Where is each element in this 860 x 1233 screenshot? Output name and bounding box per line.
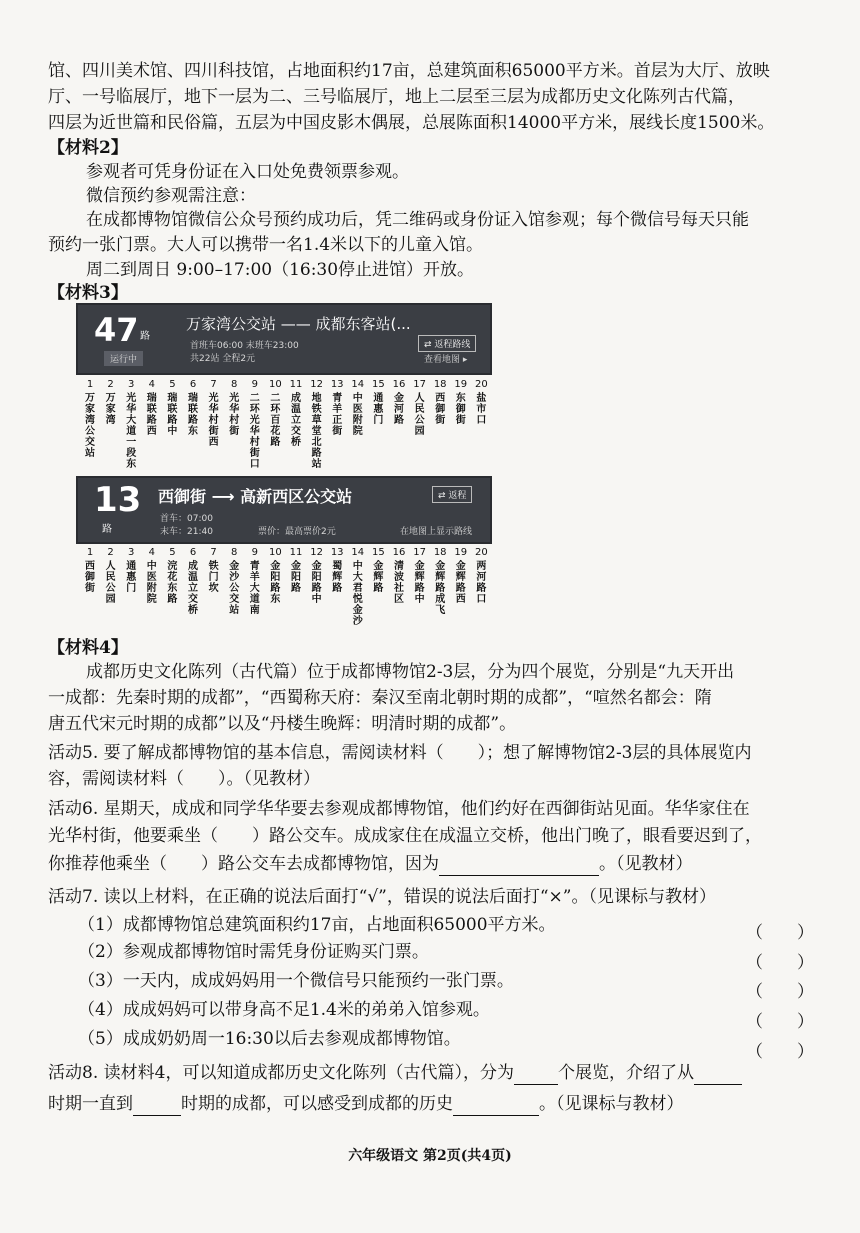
bus13-stop-name: 人民公园 [105,561,116,605]
activity7-item-3: （3）一天内，成成妈妈用一个微信号只能预约一张门票。 [78,971,514,991]
activity8-history-blank[interactable] [453,1097,539,1116]
bus13-stop-name: 两河路口 [476,561,487,605]
bus47-stop-number: 8 [231,379,238,390]
bus13-route: 西御街 ⟶ 高新西区公交站 [158,487,353,506]
bus47-stop-name: 瑞联路东 [188,393,198,437]
material4-heading: 【材料4】 [48,638,128,658]
bus13-stop-12 [307,547,327,605]
bus47-status: 运行中 [104,351,143,366]
bus13-map-link[interactable]: 在地图上显示路线 [400,527,473,537]
bus13-stop-name: 金辉路 [373,561,384,594]
bus47-stop-9 [245,379,265,470]
bus13-stop-number: 3 [128,547,135,558]
bus47-stop-number: 10 [269,379,282,390]
bus47-stop-4 [142,379,162,437]
bus47-stop-name: 二环百花路 [270,393,281,448]
bus47-stop-number: 14 [351,379,365,390]
bus47-stop-19 [451,379,471,426]
bus13-stop-number: 16 [392,547,406,558]
bus13-stop-number: 13 [330,547,344,558]
bus47-stop-6 [183,379,203,437]
bus13-stop-8 [224,547,244,616]
bus13-stop-number: 10 [269,547,282,558]
bus47-stop-name: 二环光华村街口 [249,393,260,470]
bus47-stop-number: 7 [210,379,217,390]
bus47-stop-number: 20 [475,379,488,390]
bus47-stop-15 [368,379,388,426]
bus13-stop-17 [410,547,430,605]
bus13-stop-name: 金沙公交站 [229,561,240,616]
bus47-route: 万家湾公交站 —— 成都东客站(... [186,315,411,333]
bus13-stop-name: 成温立交桥 [188,561,198,616]
bus13-stop-14 [348,547,368,627]
bus13-stop-7 [204,547,224,594]
activity6-line2: 光华村街，他要乘坐（ ）路公交车。成成家住在成温立交桥，他出门晚了，眼看要迟到了， [48,826,762,846]
bus13-stop-name: 金阳路 [291,561,301,594]
activity5-line2: 容，需阅读材料（ ）。（见教材） [48,769,320,789]
bus13-stop-2 [101,547,121,605]
bus13-stop-13 [327,547,347,594]
bus13-reverse-button[interactable]: ⇄ 返程 [432,486,472,503]
bus47-stop-name: 光华大道一段东 [126,393,137,470]
bus13-stop-6 [183,547,203,616]
activity6-line3-end: 。（见教材） [599,854,693,874]
bus13-stop-15 [368,547,388,594]
bus47-stop-number: 6 [189,379,197,390]
bus13-stop-name: 金辉路中 [414,561,425,605]
bus13-last: 末车：21:40 [160,527,213,537]
material2-line2: 微信预约参观需注意： [86,186,256,206]
activity6-line1: 活动6. 星期天，成成和同学华华要去参观成都博物馆，他们约好在西御街站见面。华华家住在 [48,799,750,819]
bus47-stop-10 [265,379,285,448]
bus47-stop-name: 金河路 [394,393,404,426]
activity7-answer-4[interactable]: （ ） [746,1012,814,1032]
activity8-line2-mid: 时期的成都，可以感受到成都的历史 [181,1094,453,1114]
bus13-stop-9 [245,547,265,616]
bus13-stop-3 [121,547,141,594]
bus13-stop-name: 浣花东路 [167,561,178,605]
bus13-stop-number: 9 [251,547,258,558]
bus13-stop-number: 19 [454,547,468,558]
bus47-stop-name: 通惠门 [373,393,384,426]
material4-line2: 一成都：先秦时期的成都”，“西蜀称天府：秦汉至南北朝时期的成都”，“喧然名都会：隋 [48,688,712,708]
bus13-stop-name: 青羊大道南 [249,561,260,616]
bus13-stop-name: 通惠门 [126,561,137,594]
bus13-stop-4 [142,547,162,605]
activity7-answer-2[interactable]: （ ） [746,953,814,973]
bus47-stop-name: 成温立交桥 [291,393,301,448]
bus47-stop-name: 万家湾 [105,393,116,426]
bus47-stop-number: 16 [392,379,406,390]
bus47-stop-number: 18 [433,379,447,390]
bus47-stop-name: 东御街 [455,393,466,426]
bus47-stop-name: 光华村街 [229,393,240,437]
activity6-reason-blank[interactable] [439,857,599,876]
activity7-answer-1[interactable]: （ ） [746,923,814,943]
bus47-stop-name: 中医附院 [352,393,363,437]
activity8-line2-start: 时期一直到 [48,1094,133,1114]
bus13-stop-name: 金辉路成飞 [435,561,446,616]
bus13-fare: 票价：最高票价2元 [258,527,336,537]
bus13-stop-number: 12 [310,547,323,558]
bus13-stop-number: 14 [351,547,365,558]
bus13-stop-number: 7 [210,547,217,558]
bus47-stop-name: 盐市口 [476,393,487,426]
activity6-line3 [48,852,828,876]
activity8-line2-end: 。（见课标与教材） [539,1094,684,1114]
bus13-suffix: 路 [102,524,112,535]
material3-heading: 【材料3】 [48,283,128,303]
bus47-suffix: 路 [140,331,150,342]
bus13-stop-11 [286,547,306,594]
material2-line3: 在成都博物馆微信公众号预约成功后，凭二维码或身份证入馆参观；每个微信号每天只能 [86,210,749,230]
bus13-stop-number: 18 [433,547,447,558]
bus47-stop-14 [348,379,368,437]
bus47-stop-number: 5 [169,379,176,390]
activity8-from-blank[interactable] [694,1066,742,1085]
bus13-stop-number: 2 [107,547,114,558]
bus47-stop-name: 瑞联路中 [167,393,178,437]
bus13-stop-18 [430,547,450,616]
bus13-stop-name: 金辉路西 [455,561,466,605]
bus13-stop-number: 6 [189,547,197,558]
bus13-number: 13 [94,480,142,520]
bus13-stop-16 [389,547,409,605]
bus47-reverse-button[interactable]: ⇄ 返程路线 [418,335,476,352]
bus47-times: 首班车06:00 末班车23:00 [190,341,299,351]
bus47-stop-8 [224,379,244,437]
bus13-panel [76,476,492,544]
bus47-stop-number: 2 [107,379,114,390]
bus47-stop-number: 13 [330,379,344,390]
bus47-fare: 共22站 全程2元 [190,354,256,364]
activity7-item-5: （5）成成奶奶周一16:30以后去参观成都博物馆。 [78,1029,461,1049]
bus47-stop-5 [162,379,182,437]
bus47-stop-1 [80,379,100,459]
bus47-stop-number: 4 [148,379,155,390]
bus13-stop-1 [80,547,100,594]
bus13-stop-name: 中医附院 [146,561,157,605]
activity8-line1-start: 活动8. 读材料4，可以知道成都历史文化陈列（古代篇），分为 [48,1063,514,1083]
material2-heading: 【材料2】 [48,138,128,158]
bus47-stop-11 [286,379,306,448]
bus47-panel [76,303,492,375]
bus47-stop-name: 万家湾公交站 [85,393,95,459]
activity8-to-blank[interactable] [133,1097,181,1116]
material4-line3: 唐五代宋元时期的成都”以及“丹楼生晚辉：明清时期的成都”。 [48,714,517,734]
bus13-stop-name: 金阳路东 [270,561,281,605]
bus47-stop-2 [101,379,121,426]
bus13-stop-number: 5 [169,547,176,558]
bus47-stop-name: 光华村街西 [208,393,219,448]
material1-line2: 厅、一号临展厅，地下一层为二、三号临展厅，地上二层至三层为成都历史文化陈列古代篇， [48,87,745,107]
bus47-map-link[interactable]: 查看地图 ▸ [424,355,468,365]
bus47-number: 47 [94,311,139,349]
bus13-stop-number: 11 [289,547,303,558]
bus13-stop-number: 20 [475,547,488,558]
bus47-stop-name: 瑞联路西 [146,393,157,437]
bus13-stop-19 [451,547,471,605]
bus47-stop-number: 17 [413,379,426,390]
bus47-stop-18 [430,379,450,426]
material2-line1: 参观者可凭身份证在入口处免费领票参观。 [86,162,409,182]
bus13-first: 首车：07:00 [160,514,213,524]
bus47-stop-3 [121,379,141,470]
activity8-line1 [48,1061,828,1085]
activity8-count-blank[interactable] [514,1066,558,1085]
bus47-stop-number: 1 [86,379,94,390]
bus47-stop-20 [471,379,491,426]
activity5-line1: 活动5. 要了解成都博物馆的基本信息，需阅读材料（ ）；想了解博物馆2-3层的具体展览内 [48,743,752,763]
activity7-item-2: （2）参观成都博物馆时需凭身份证购买门票。 [78,942,429,962]
activity7-item-4: （4）成成妈妈可以带身高不足1.4米的弟弟入馆参观。 [78,1000,490,1020]
bus13-stop-name: 铁门坎 [208,561,219,594]
bus13-stop-5 [162,547,182,605]
activity8-line2 [48,1092,828,1116]
activity7-answer-3[interactable]: （ ） [746,982,814,1002]
bus13-stop-20 [471,547,491,605]
bus47-stop-12 [307,379,327,470]
material2-line5: 周二到周日 9:00–17:00（16:30停止进馆）开放。 [86,260,475,280]
bus13-stop-name: 蜀辉路 [332,561,343,594]
bus47-stop-name: 地铁草堂北路站 [311,393,322,470]
activity7-item-1: （1）成都博物馆总建筑面积约17亩，占地面积65000平方米。 [78,915,556,935]
bus47-stop-name: 青羊正街 [332,393,343,437]
material4-line1: 成都历史文化陈列（古代篇）位于成都博物馆2-3层，分为四个展览，分别是“九天开出 [86,662,735,682]
bus47-stop-17 [410,379,430,437]
bus13-stop-number: 4 [148,547,155,558]
bus13-stop-name: 中大君悦金沙 [352,561,363,627]
bus47-stop-name: 西御街 [435,393,446,426]
bus47-stop-number: 12 [310,379,323,390]
bus47-stop-number: 9 [251,379,258,390]
bus13-stop-number: 15 [372,547,385,558]
activity8-line1-mid: 个展览，介绍了从 [557,1063,694,1083]
material1-line3: 四层为近世篇和民俗篇，五层为中国皮影木偶展，总展陈面积14000平方米，展线长度1500米。 [48,113,775,133]
bus47-stop-7 [204,379,224,448]
bus13-stop-name: 清波社区 [394,561,404,605]
bus13-stop-number: 1 [86,547,94,558]
material1-line1: 馆、四川美术馆、四川科技馆，占地面积约17亩，总建筑面积65000平方米。首层为大厅、放映 [48,61,770,81]
bus13-stop-name: 金阳路中 [311,561,322,605]
bus13-stop-number: 17 [413,547,426,558]
bus47-stop-name: 人民公园 [414,393,425,437]
bus47-stop-number: 11 [289,379,303,390]
bus47-stop-number: 3 [128,379,135,390]
bus47-stop-number: 19 [454,379,468,390]
bus47-stop-number: 15 [372,379,385,390]
page-footer: 六年级语文 第2页(共4页) [348,1148,512,1164]
bus47-stop-13 [327,379,347,437]
activity7-answer-5[interactable]: （ ） [746,1042,814,1062]
bus47-stop-16 [389,379,409,426]
material2-line4: 预约一张门票。大人可以携带一名1.4米以下的儿童入馆。 [48,235,484,255]
bus13-stop-10 [265,547,285,605]
bus13-stop-number: 8 [231,547,238,558]
activity7-title: 活动7. 读以上材料，在正确的说法后面打“√”，错误的说法后面打“×”。（见课标与教材） [48,887,716,907]
bus13-stop-name: 西御街 [85,561,95,594]
activity6-line3-start: 你推荐他乘坐（ ）路公交车去成都博物馆，因为 [48,854,439,874]
